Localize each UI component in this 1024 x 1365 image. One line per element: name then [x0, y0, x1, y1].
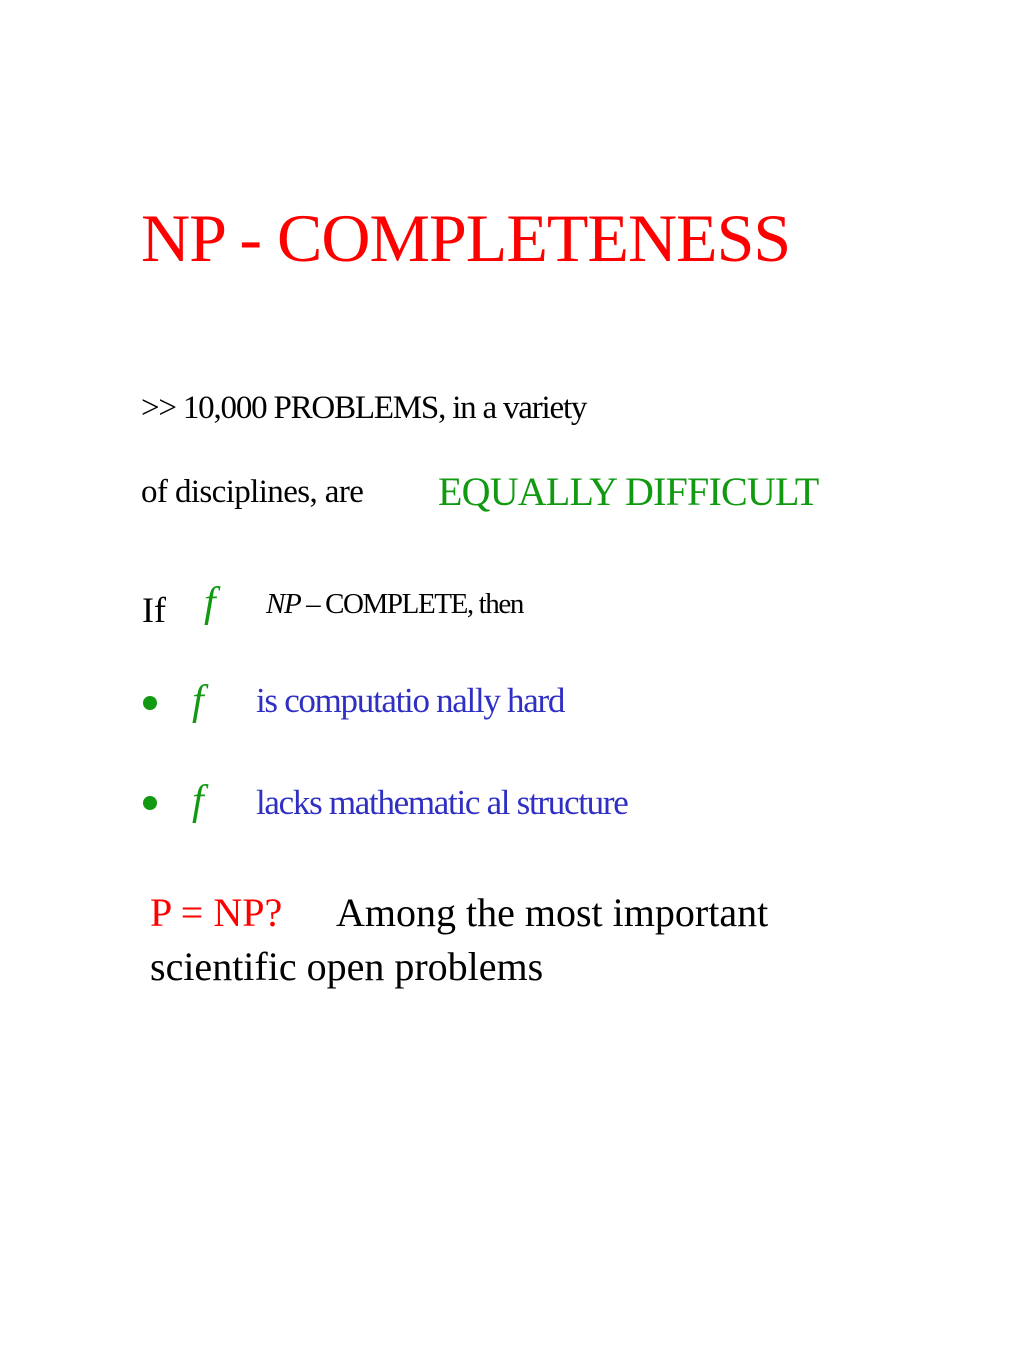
importance-statement: Among the most important — [336, 890, 769, 935]
page-title: NP - COMPLETENESS — [141, 200, 791, 276]
problems-count-line: >> 10,000 PROBLEMS, in a variety — [141, 390, 587, 426]
bullet-dot-icon — [143, 796, 157, 810]
bullet-1-variable: f — [192, 678, 204, 724]
np-complete-condition — [266, 590, 523, 619]
importance-statement-continuation: scientific open problems — [150, 944, 544, 989]
np-symbol: NP — [266, 588, 301, 620]
bullet-2-variable: f — [192, 778, 204, 824]
equally-difficult-emphasis: EQUALLY DIFFICULT — [438, 469, 819, 514]
p-equals-np-question: P = NP? — [150, 890, 283, 935]
disciplines-line: of disciplines, are — [141, 474, 364, 510]
np-complete-rest: – COMPLETE, then — [300, 588, 523, 620]
bullet-1-text: is computatio nally hard — [256, 681, 565, 720]
if-word: If — [142, 590, 166, 630]
function-variable: f — [204, 580, 216, 626]
bullet-2-text: lacks mathematic al structure — [256, 783, 628, 822]
bullet-dot-icon — [143, 696, 157, 710]
